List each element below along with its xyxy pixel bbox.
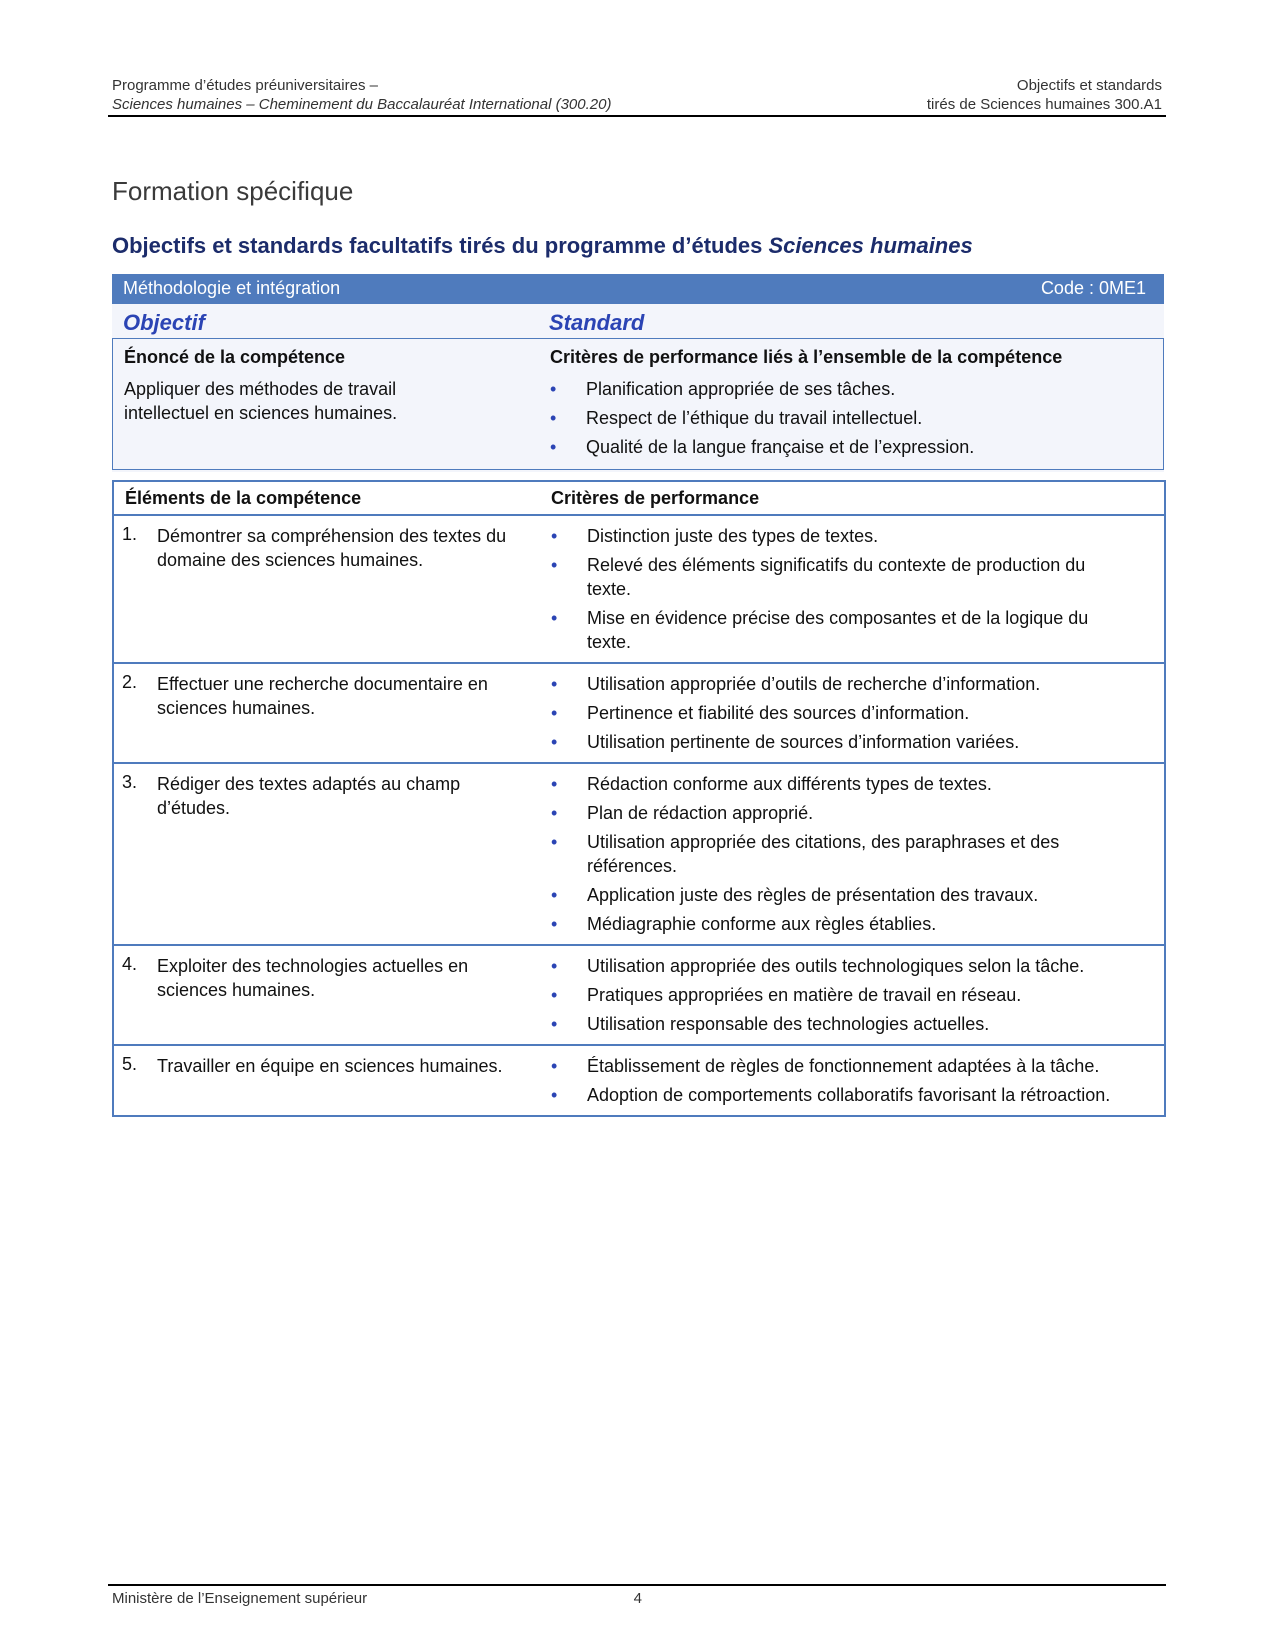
elements-table-header <box>114 482 1164 516</box>
list-item: • Rédaction conforme aux différents types de textes. <box>551 772 1131 796</box>
banner-title: Méthodologie et intégration <box>123 278 341 298</box>
criteria-list <box>551 946 1131 1044</box>
header-program-name: Sciences humaines – Cheminement du Baccalauréat International (300.20) <box>112 96 612 113</box>
competency-banner <box>112 274 1164 304</box>
page-title: Formation spécifique <box>112 176 354 206</box>
header-program: Programme d’études préuniversitaires – <box>112 77 378 94</box>
criteria-list <box>551 764 1131 944</box>
list-item: • Plan de rédaction approprié. <box>551 801 1131 825</box>
running-header-line2 <box>112 96 1162 113</box>
list-item: • Adoption de comportements collaboratifs favorisant la rétroaction. <box>551 1083 1131 1107</box>
footer-rule <box>108 1584 1166 1586</box>
list-item: • Utilisation appropriée des citations, des paraphrases et des références. <box>551 830 1131 878</box>
objective-block <box>112 304 1164 472</box>
standard-column-heading: Standard <box>549 310 645 335</box>
element-text: Travailler en équipe en sciences humaines. <box>157 1056 503 1076</box>
enonce-heading: Énoncé de la compétence <box>124 347 346 367</box>
enonce-text: Appliquer des méthodes de travail intellectuel en sciences humaines. <box>124 379 398 423</box>
table-row <box>114 516 1164 664</box>
list-item: • Utilisation appropriée d’outils de recherche d’information. <box>551 672 1131 696</box>
header-section: Objectifs et standards <box>1016 77 1162 94</box>
header-rule <box>108 115 1166 117</box>
criteria-heading: Critères de performance <box>551 488 760 508</box>
competence-statement-box <box>112 338 1164 470</box>
table-row <box>114 946 1164 1046</box>
list-item: • Planification appropriée de ses tâches. <box>550 377 1150 401</box>
subtitle-main: Objectifs et standards facultatifs tirés du programme d’études <box>112 233 769 258</box>
list-item: • Pertinence et fiabilité des sources d’information. <box>551 701 1131 725</box>
list-item: • Mise en évidence précise des composantes et de la logique du texte. <box>551 606 1131 654</box>
table-row <box>114 664 1164 764</box>
page-number: 4 <box>633 1590 642 1607</box>
list-item: • Application juste des règles de présentation des travaux. <box>551 883 1131 907</box>
list-item: • Médiagraphie conforme aux règles établies. <box>551 912 1131 936</box>
banner-code: Code : 0ME1 <box>1040 278 1146 298</box>
list-item: • Distinction juste des types de textes. <box>551 524 1131 548</box>
list-item: • Utilisation appropriée des outils technologiques selon la tâche. <box>551 954 1131 978</box>
subtitle-italic: Sciences humaines <box>768 233 973 258</box>
criteria-list <box>551 664 1131 762</box>
global-criteria-list <box>550 377 1150 464</box>
header-source: tirés de Sciences humaines 300.A1 <box>926 96 1162 113</box>
element-number: 4. <box>122 954 138 974</box>
global-criteria-heading: Critères de performance liés à l’ensemble de la compétence <box>550 347 1063 367</box>
elements-table <box>112 480 1166 1117</box>
elements-heading: Éléments de la compétence <box>125 488 362 508</box>
criteria-list <box>551 1046 1131 1115</box>
list-item: • Pratiques appropriées en matière de travail en réseau. <box>551 983 1131 1007</box>
table-row <box>114 764 1164 946</box>
table-row <box>114 1046 1164 1115</box>
list-item: • Relevé des éléments significatifs du contexte de production du texte. <box>551 553 1131 601</box>
list-item: • Utilisation responsable des technologies actuelles. <box>551 1012 1131 1036</box>
criteria-list <box>551 516 1131 662</box>
element-text: Effectuer une recherche documentaire en sciences humaines. <box>157 674 488 718</box>
section-subtitle <box>112 233 973 259</box>
element-number: 3. <box>122 772 138 792</box>
list-item: • Respect de l’éthique du travail intellectuel. <box>550 406 1150 430</box>
element-number: 2. <box>122 672 138 692</box>
list-item: • Établissement de règles de fonctionnement adaptées à la tâche. <box>551 1054 1131 1078</box>
element-text: Démontrer sa compréhension des textes du domaine des sciences humaines. <box>157 526 507 570</box>
element-number: 1. <box>122 524 138 544</box>
objective-column-heading: Objectif <box>123 310 205 335</box>
footer-ministry: Ministère de l’Enseignement supérieur <box>112 1590 368 1607</box>
element-number: 5. <box>122 1054 138 1074</box>
element-text: Rédiger des textes adaptés au champ d’études. <box>157 774 461 818</box>
list-item: • Utilisation pertinente de sources d’information variées. <box>551 730 1131 754</box>
list-item: • Qualité de la langue française et de l’expression. <box>550 435 1150 459</box>
element-text: Exploiter des technologies actuelles en sciences humaines. <box>157 956 469 1000</box>
page-footer <box>112 1590 642 1607</box>
running-header-line1 <box>112 77 1162 94</box>
